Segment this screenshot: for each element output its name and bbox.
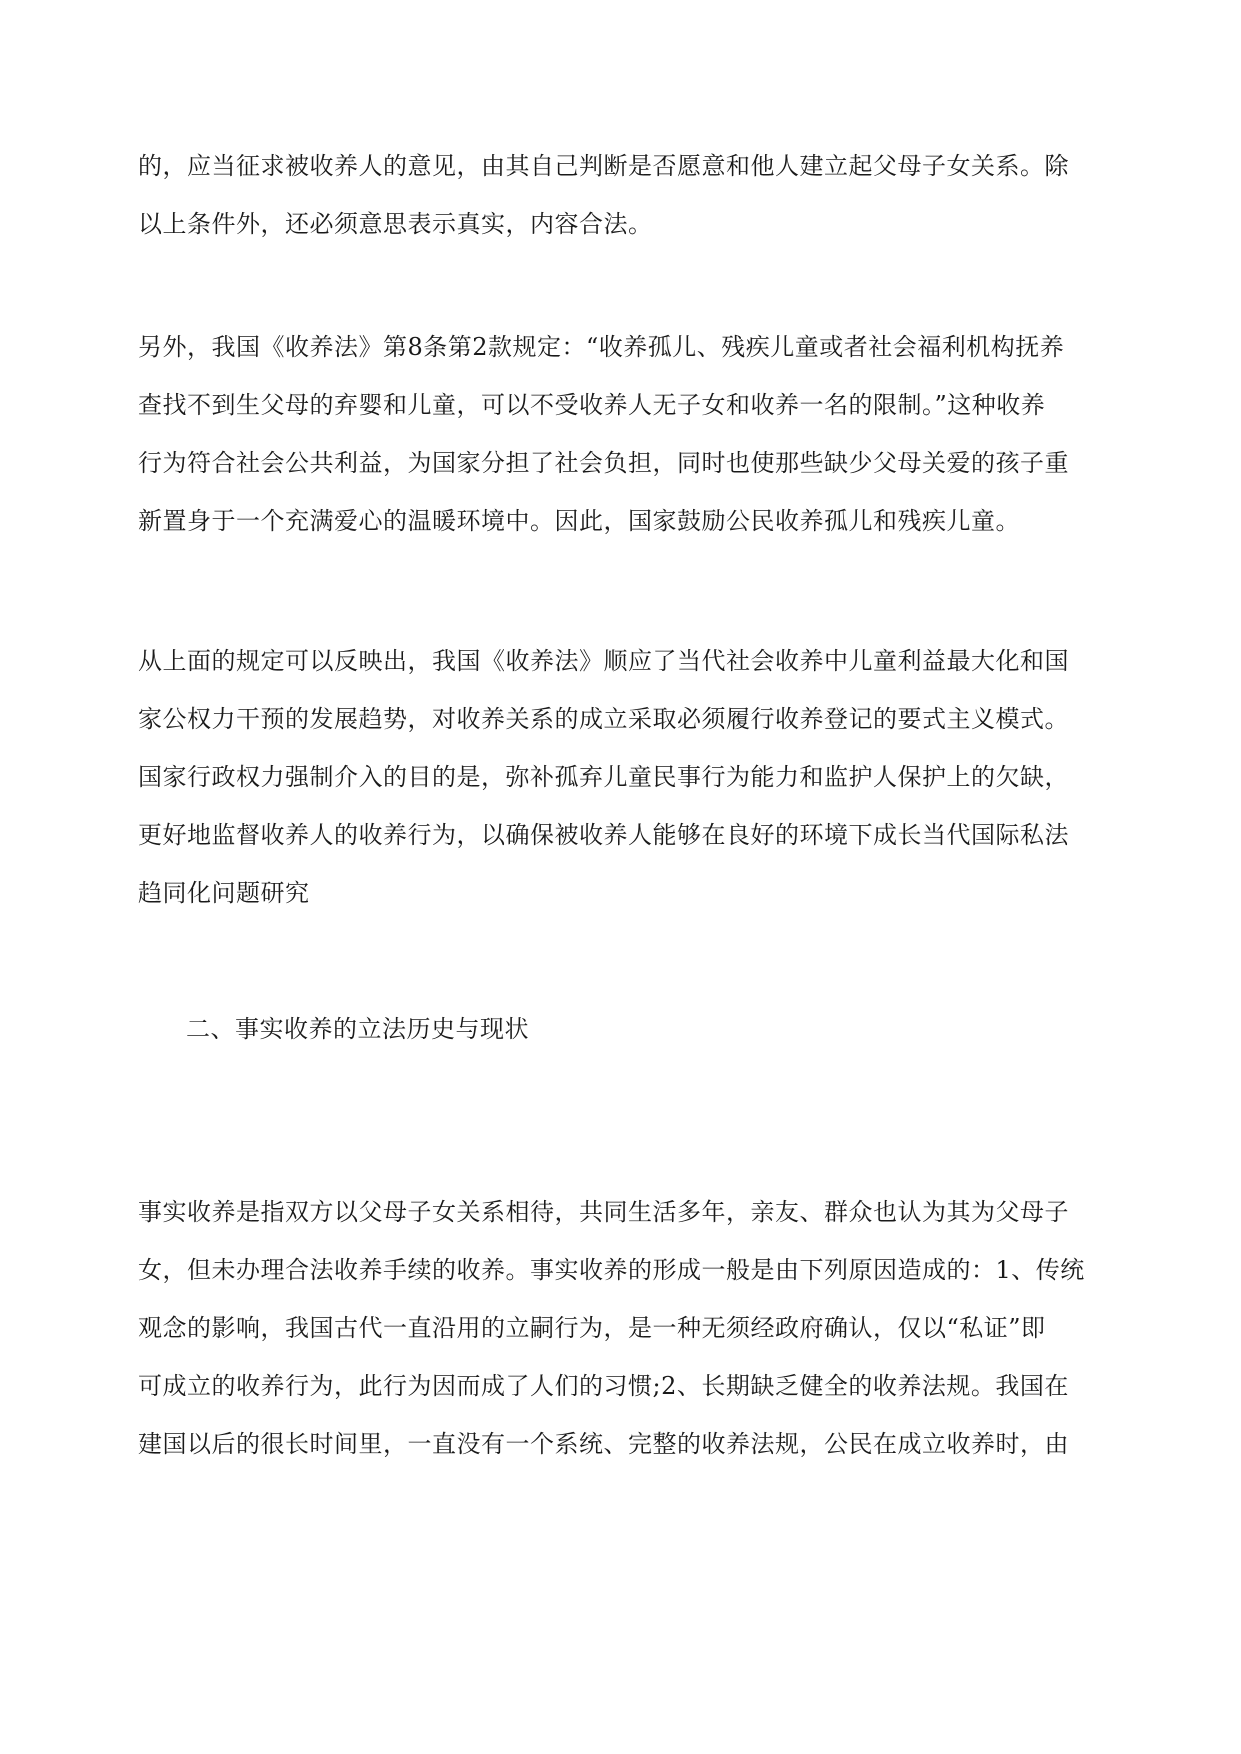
text-line: 从上面的规定可以反映出，我国《收养法》顺应了当代社会收养中儿童利益最大化和国 — [138, 647, 1069, 675]
text-line: 国家行政权力强制介入的目的是，弥补孤弃儿童民事行为能力和监护人保护上的欠缺， — [138, 763, 1069, 791]
text-line: 另外，我国《收养法》第8条第2款规定：“收养孤儿、残疾儿童或者社会福利机构抚养 — [138, 333, 1065, 361]
text-line: 可成立的收养行为，此行为因而成了人们的习惯;2、长期缺乏健全的收养法规。我国在 — [138, 1372, 1069, 1400]
text-line: 观念的影响，我国古代一直沿用的立嗣行为，是一种无须经政府确认，仅以“私证”即 — [138, 1314, 1046, 1342]
paragraph-de-facto-adoption — [138, 1183, 1098, 1473]
text-line: 行为符合社会公共利益，为国家分担了社会负担，同时也使那些缺少父母关爱的孩子重 — [138, 449, 1069, 477]
section-heading: 二、事实收养的立法历史与现状 — [186, 1015, 529, 1043]
text-line: 以上条件外，还必须意思表示真实，内容合法。 — [138, 210, 653, 238]
text-line: 女，但未办理合法收养手续的收养。事实收养的形成一般是由下列原因造成的：1、传统 — [138, 1256, 1085, 1284]
paragraph-article-8 — [138, 318, 1098, 550]
text-line: 更好地监督收养人的收养行为，以确保被收养人能够在良好的环境下成长当代国际私法 — [138, 821, 1069, 849]
paragraph-adoption-consent — [138, 137, 1098, 253]
text-line: 新置身于一个充满爱心的温暖环境中。因此，国家鼓励公民收养孤儿和残疾儿童。 — [138, 507, 1020, 535]
text-line: 家公权力干预的发展趋势，对收养关系的成立采取必须履行收养登记的要式主义模式。 — [138, 705, 1069, 733]
text-line: 事实收养是指双方以父母子女关系相待，共同生活多年，亲友、群众也认为其为父母子 — [138, 1198, 1069, 1226]
text-line: 建国以后的很长时间里，一直没有一个系统、完整的收养法规，公民在成立收养时，由 — [138, 1430, 1069, 1458]
text-line: 的，应当征求被收养人的意见，由其自己判断是否愿意和他人建立起父母子女关系。除 — [138, 152, 1069, 180]
text-line: 趋同化问题研究 — [138, 879, 310, 907]
paragraph-legal-trend — [138, 632, 1098, 922]
text-line: 查找不到生父母的弃婴和儿童，可以不受收养人无子女和收养一名的限制。”这种收养 — [138, 391, 1046, 419]
